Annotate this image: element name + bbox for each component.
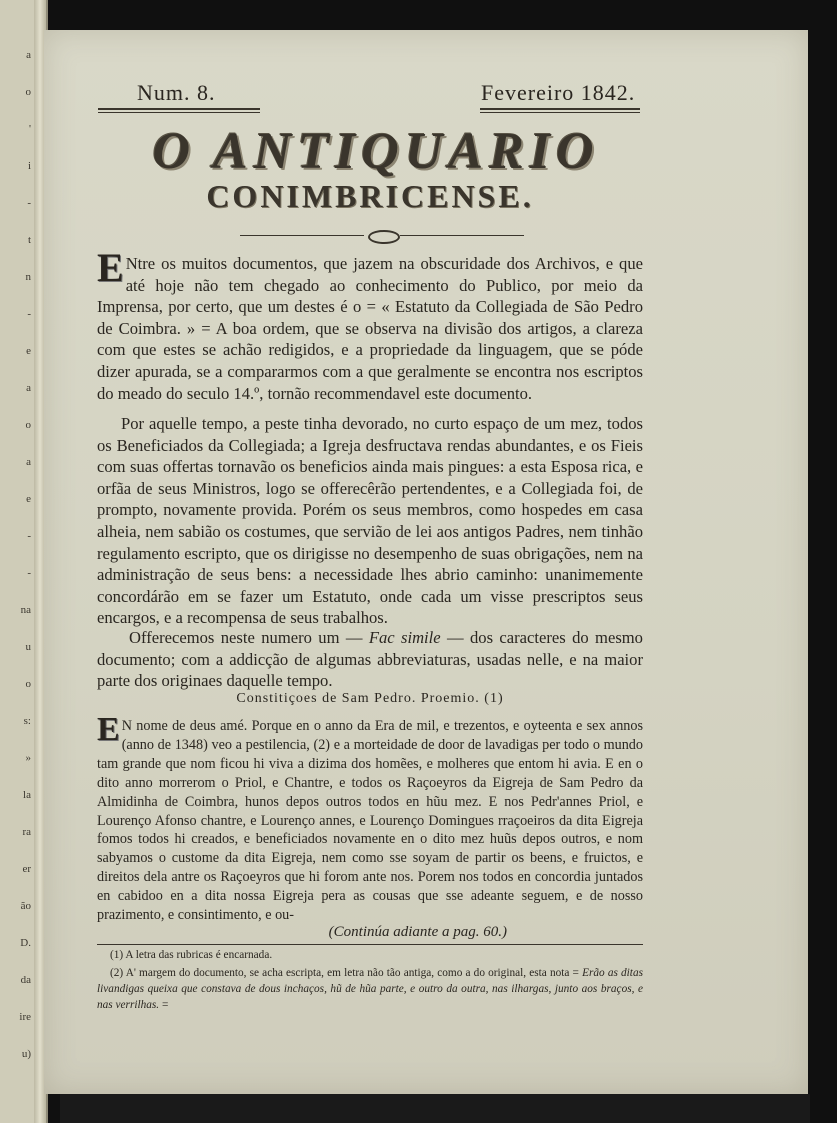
adjacent-page-fragment: ire [19, 1011, 31, 1023]
document-drop-cap: E [97, 711, 120, 748]
document-text: N nome de deus amé. Porque en o anno da Era de mil, e trezentos, e oyteenta e sex annos (anno de 1348) veo a pestilencia, (2) e a morteidade de door de lavadigas per todo o mundo tam grande que nom ficou hi viva a dizima dos homẽes, e molheres que entom hi avia. E en o dito anno morrerom o Priol, e Chantre, e todos os Raçoeyros da Eigreja de Sam Pedro da Almidinha de Coimbra, hunos depos outros todos en hũu mez. E nos Pedr'annes Priol, e Lourenço Afonso chantre, e Lourenço annes, e Lourenço Domingues rraçoeiros da dita Eigreja fomos todos hi creados, e beneficiados novamente en o dito mez huũs depos outros, e nom sabyamos o custome da dita Eigreja, nem como sse soyam de partir os beens, e fruictos, e direitos dela antre os Raçoeyros que hi forom ante nos. Porem nos todos en concordia juntados en cabidoo en a dita nossa Eigreja pera as cousas que sse adeante seguem, e de nosso prazimento, e consintimento, e ou- [97, 718, 643, 924]
adjacent-page-fragment: o [25, 419, 31, 431]
drop-cap: E [97, 245, 124, 290]
adjacent-page-fragment: - [27, 197, 31, 209]
section-heading: Constitiçoes de Sam Pedro. Proemio. (1) [236, 691, 504, 706]
adjacent-page-fragment: ão [20, 900, 31, 912]
issue-date: Fevereiro 1842. [481, 80, 636, 105]
intro-paragraph [97, 245, 643, 404]
adjacent-page-fragment: a [26, 49, 31, 61]
adjacent-page-fragment: e [26, 493, 31, 505]
adjacent-page-fragment: s: [23, 715, 31, 727]
adjacent-page-fragment: ra [22, 826, 31, 838]
scan-background [60, 1094, 810, 1123]
adjacent-page-fragment: o [25, 678, 31, 690]
adjacent-page-fragment: da [20, 974, 31, 986]
transcribed-document [97, 711, 643, 925]
fac-simile-italic: Fac simile [368, 628, 441, 647]
third-paragraph: Offerecemos neste numero um — Fac simile — dos caracteres do mesmo documento; com a addicção de algumas abbreviaturas, usadas nelle, e na maior parte dos originaes daquelle tempo. [97, 628, 643, 691]
adjacent-page-fragment: e [26, 345, 31, 357]
adjacent-page-fragment: n [25, 271, 31, 283]
adjacent-page-fragment: i [27, 160, 31, 172]
adjacent-page-fragment: a [26, 382, 31, 394]
footnote-2: (2) A' margem do documento, se acha escripta, em letra não tão antiga, como a do original, esta nota = Erão as ditas livandigas queixa que constava de dous inchaços, hũ de hũa parte, e outro da outra, nas ilhargas, junto aos braços, e nas verrilhas. = [97, 967, 643, 1011]
title-ornament [240, 230, 524, 242]
adjacent-page-fragment: na [20, 604, 31, 616]
adjacent-page-fragment: - [27, 530, 31, 542]
adjacent-page-fragment: D. [20, 937, 31, 949]
adjacent-page-fragment: - [27, 308, 31, 320]
masthead-rule-left [98, 108, 260, 110]
newspaper-title: O ANTIQUARIO [152, 123, 600, 180]
newspaper-subtitle: CONIMBRICENSE. [206, 178, 534, 214]
adjacent-page-fragment: ' [29, 123, 31, 135]
second-paragraph: Por aquelle tempo, a peste tinha devorado, no curto espaço de um mez, todos os Beneficiados da Collegiada; a Igreja desfructava rendas abundantes, e os Fieis com suas offertas tornavão os beneficios ainda mais pingues: a esta Esposa rica, e orfãa de seus Ministros, logo se offerecêrão pertendentes, e a Collegiada foi, de prompto, novamente provida. Porém os seus membros, como hospedes em casa alheia, nem sabião os costumes, que servião de lei aos antigos Padres, nem tinhão regulamento escripto, que os dirigisse no desempenho de suas obrigações, nem na administração de seus bens: a necessidade lhes abrio caminho: unanimemente concordárão em se fazer um Estatuto, onde cada um visse prescriptos seus encargos, e a recompensa de seus trabalhos. [97, 414, 643, 628]
footnote-2-quote: Erão as ditas livandigas queixa que constava de dous inchaços, hũ de hũa parte, e outro da outra, nas ilhargas, junto aos braços, e nas verrilhas. [97, 967, 643, 1011]
issue-number: Num. 8. [137, 80, 216, 105]
masthead-rule-left-thin [98, 112, 260, 113]
footnote-rule [97, 944, 643, 945]
adjacent-page-fragment: a [26, 456, 31, 468]
adjacent-page-fragment: t [27, 234, 31, 246]
adjacent-page-fragment: u [25, 641, 31, 653]
adjacent-page-fragment: o [25, 86, 31, 98]
adjacent-page-strip [0, 0, 48, 1123]
adjacent-page-fragment: » [25, 752, 31, 764]
footnote-1: (1) A letra das rubricas é encarnada. [110, 949, 273, 961]
adjacent-page-fragment: la [23, 789, 31, 801]
masthead-rule-right [480, 108, 640, 110]
adjacent-page-fragment: u) [21, 1048, 31, 1060]
adjacent-page-fragment: - [27, 567, 31, 579]
continuation-note: (Continúa adiante a pag. 60.) [328, 924, 507, 940]
masthead-rule-right-thin [480, 112, 640, 113]
adjacent-page-fragment: er [22, 863, 31, 875]
intro-paragraph-text: Ntre os muitos documentos, que jazem na obscuridade dos Archivos, e que até hoje não tem chegado ao conhecimento do Publico, por meio da Imprensa, por certo, que um destes é o = « Estatuto da Collegiada de São Pedro de Coimbra. » = A boa ordem, que se observa na divisão dos artigos, a clareza com que estes se achão redigidos, e a propriedade da linguagem, que se póde dizer apurada, se a compararmos com a que geralmente se encontra nos escriptos do meado do seculo 14.º, tornão recommendavel este documento. [97, 254, 643, 403]
